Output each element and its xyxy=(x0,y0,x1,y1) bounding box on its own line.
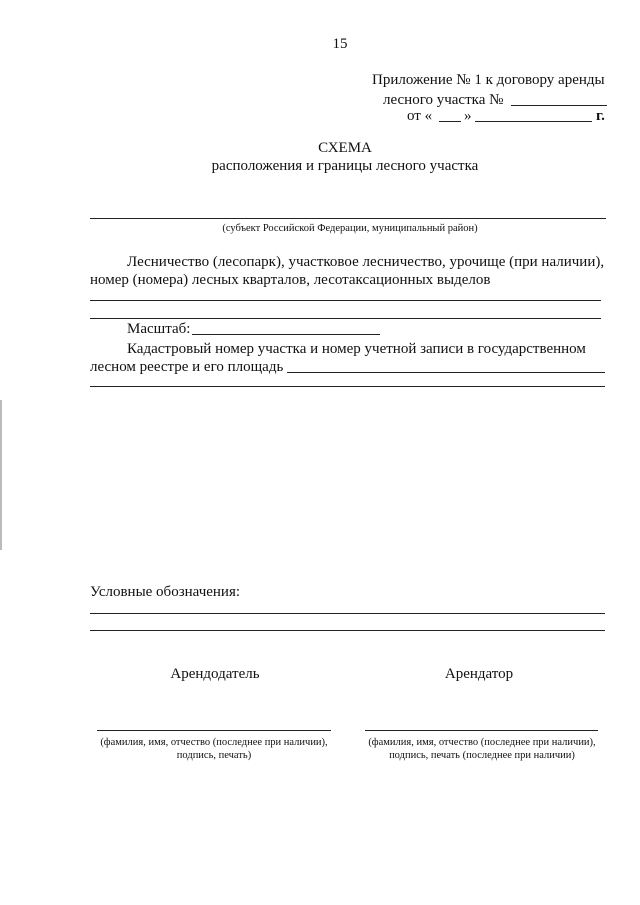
cadastral-label-line2: лесном реестре и его площадь xyxy=(90,359,284,375)
year-suffix: г. xyxy=(596,108,605,124)
legend-blank-2 xyxy=(90,630,605,631)
appendix-reference: Приложение № 1 к договору аренды xyxy=(372,72,605,88)
lessee-title: Арендатор xyxy=(444,666,514,682)
lessee-signature-line xyxy=(365,730,598,731)
forestry-label-line2: номер (номера) лесных кварталов, лесотаксационных выделов xyxy=(90,272,491,288)
lease-number-blank xyxy=(511,105,607,106)
lessee-caption-line1: (фамилия, имя, отчество (последнее при наличии), xyxy=(368,737,596,748)
lessor-title: Арендодатель xyxy=(170,666,260,682)
scale-blank xyxy=(192,334,380,335)
document-subtitle: расположения и границы лесного участка xyxy=(211,158,479,174)
lessor-caption-line2: подпись, печать) xyxy=(176,750,252,761)
region-caption: (субъект Российской Федерации, муниципальный район) xyxy=(222,223,478,234)
page-number: 15 xyxy=(332,36,348,52)
legend-blank-1 xyxy=(90,613,605,614)
date-quote-close: » xyxy=(464,108,472,124)
region-blank xyxy=(90,218,606,219)
document-title: СХЕМА xyxy=(318,140,372,156)
forestry-blank-1 xyxy=(90,300,601,301)
date-month-blank xyxy=(475,121,592,122)
lease-number-label: лесного участка № xyxy=(383,92,504,108)
legend-label: Условные обозначения: xyxy=(90,584,241,600)
cadastral-label-line1: Кадастровый номер участка и номер учетной записи в государственном xyxy=(127,341,586,357)
forestry-blank-2 xyxy=(90,318,601,319)
forestry-label-line1: Лесничество (лесопарк), участковое лесничество, урочище (при наличии), xyxy=(127,254,605,270)
date-from-label: от « xyxy=(407,108,433,124)
cadastral-blank-2 xyxy=(90,386,605,387)
scale-label: Масштаб: xyxy=(127,321,191,337)
lessor-caption-line1: (фамилия, имя, отчество (последнее при наличии), xyxy=(100,737,328,748)
cadastral-blank-1 xyxy=(287,372,605,373)
date-day-blank xyxy=(439,121,461,122)
lessor-signature-line xyxy=(97,730,331,731)
scan-edge-mark xyxy=(0,400,2,550)
lessee-caption-line2: подпись, печать (последнее при наличии) xyxy=(389,750,575,761)
